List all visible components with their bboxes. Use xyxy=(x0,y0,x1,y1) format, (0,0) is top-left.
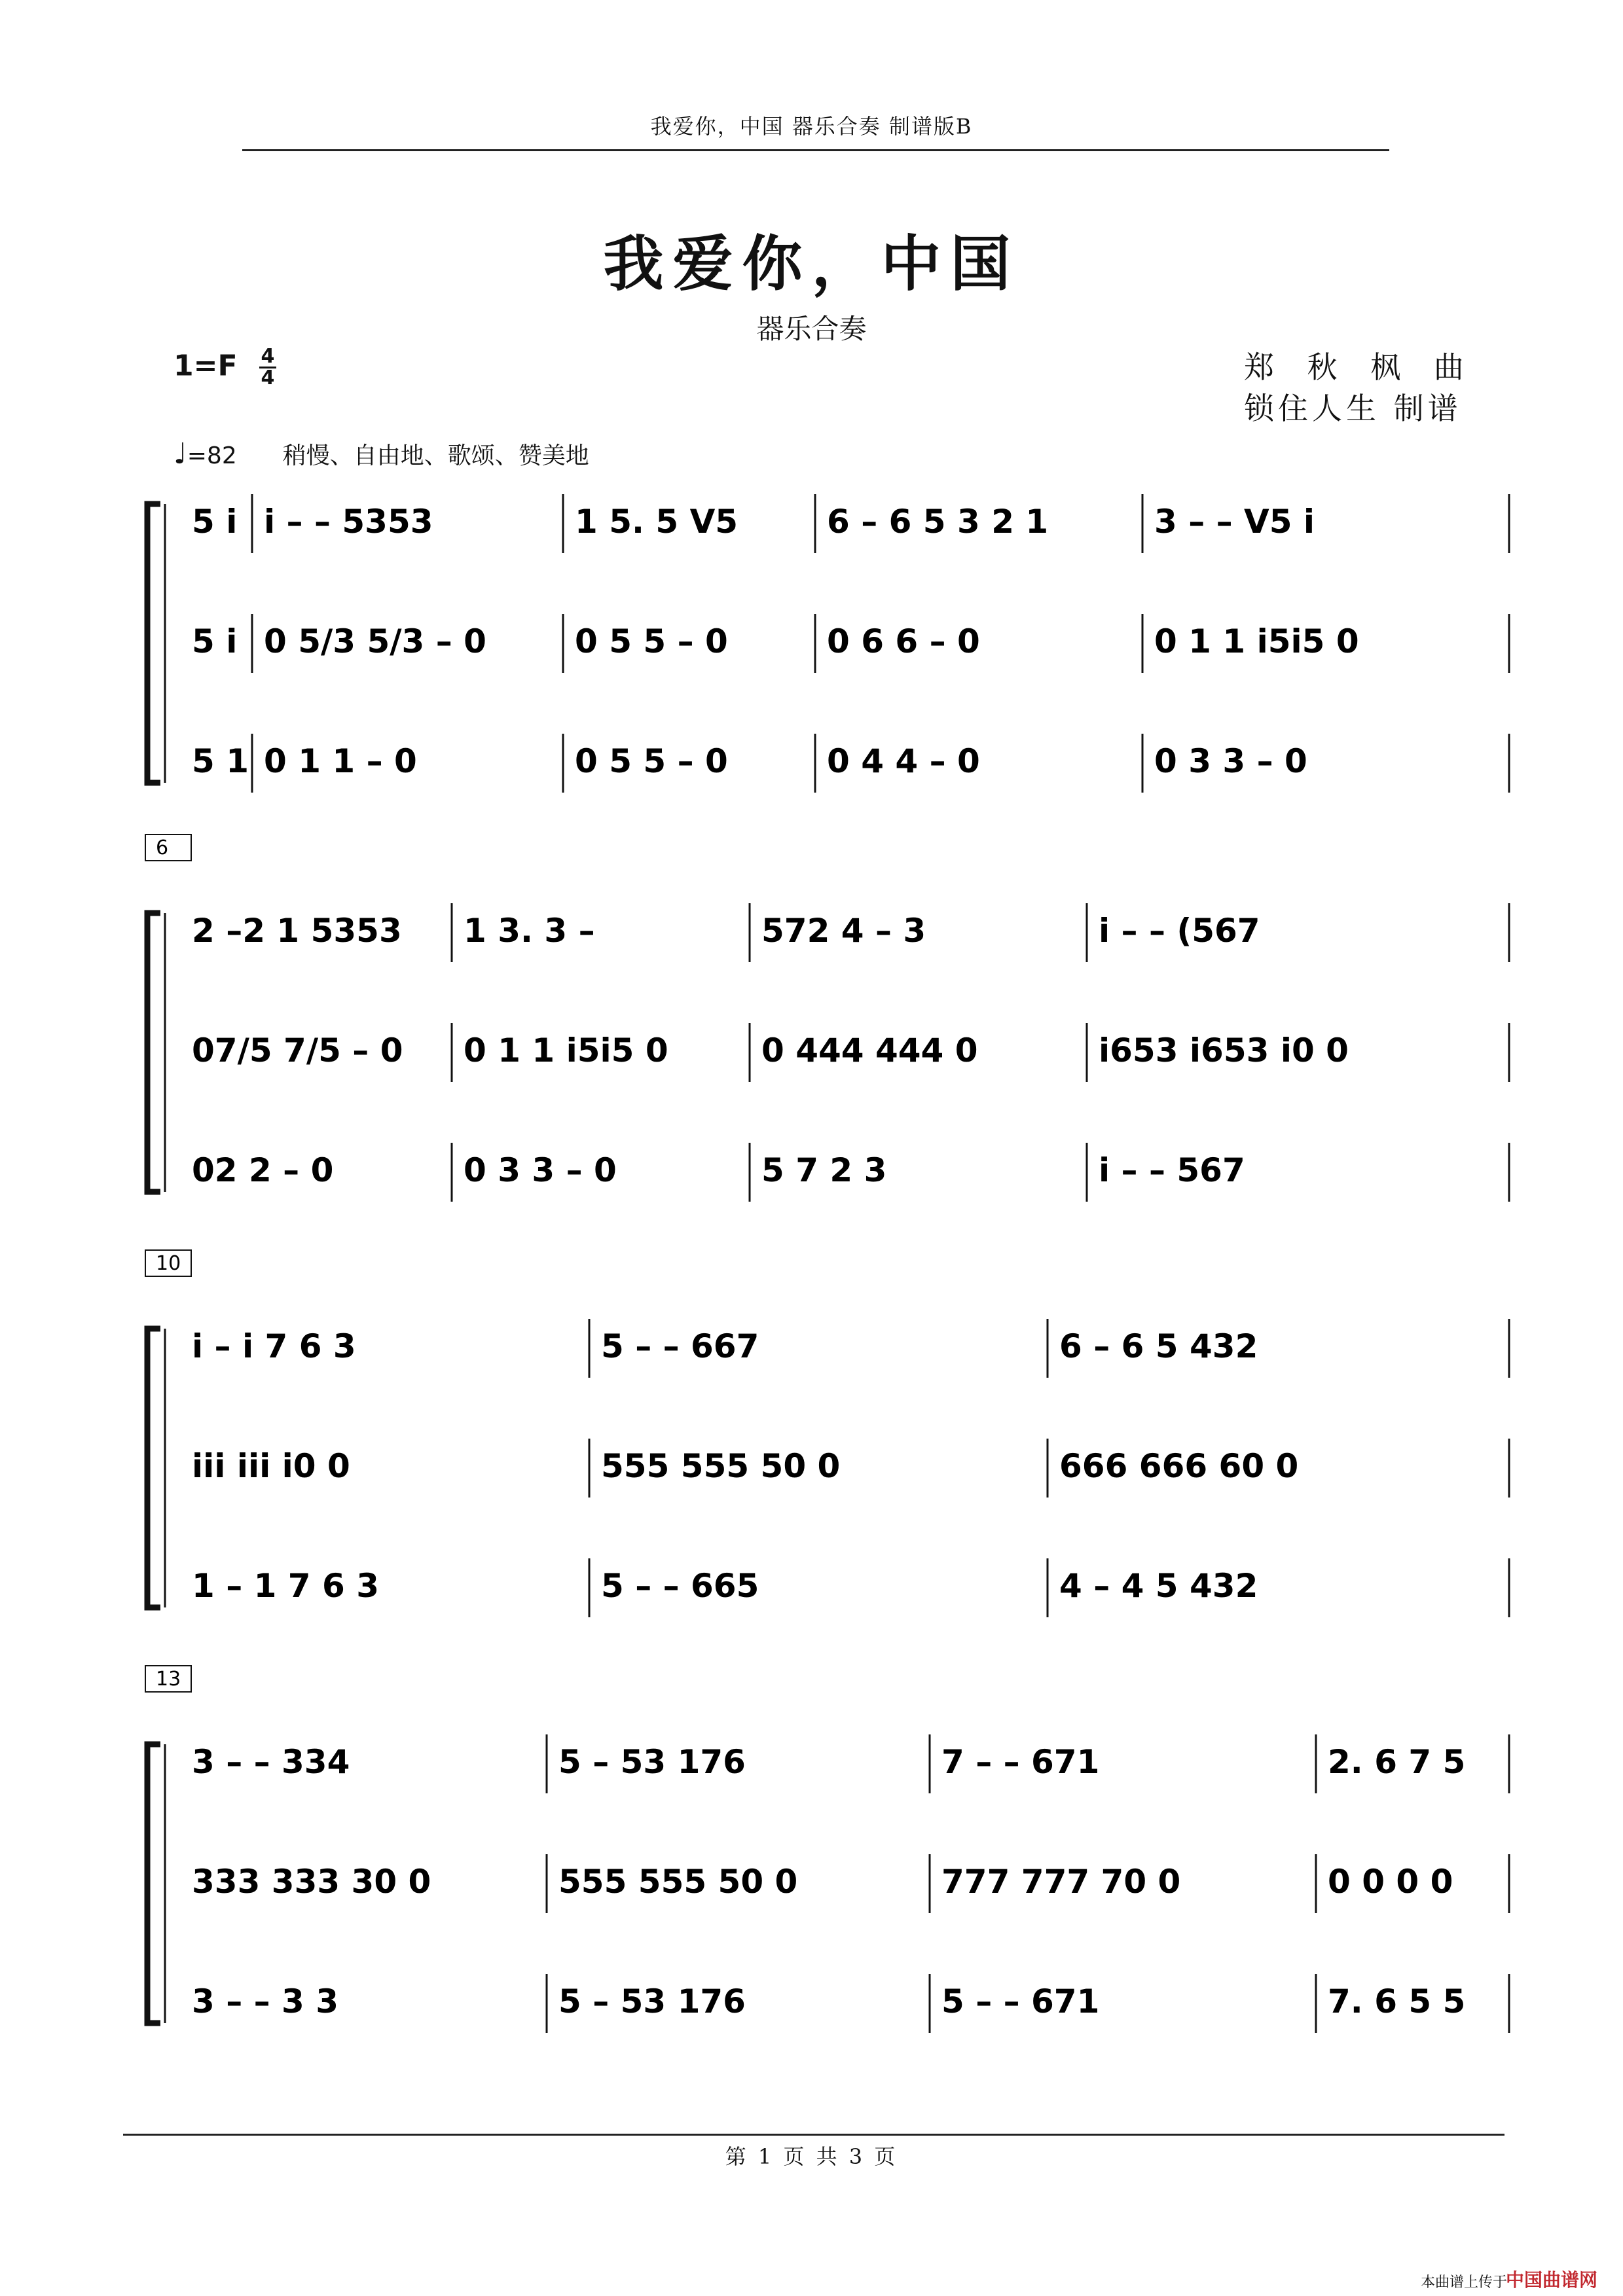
measure-notes: 666 666 60 0 xyxy=(1059,1447,1299,1485)
tempo-bpm: =82 xyxy=(187,442,237,469)
measure-number: 13 xyxy=(156,1668,181,1691)
measure-notes: iii iii i0 0 xyxy=(192,1447,350,1485)
measure-notes: 0 1 1 i5i5 0 xyxy=(464,1031,668,1069)
measure-notes: 0 4 4 – 0 xyxy=(827,742,980,780)
measure-notes: 07/5 7/5 – 0 xyxy=(192,1031,403,1069)
measure-notes: 5 – 53 176 xyxy=(558,1743,746,1781)
measure-notes: 1 3. 3 – xyxy=(464,912,595,950)
score-system xyxy=(145,1666,1509,2033)
system-bracket xyxy=(147,1744,160,2023)
measure-number: 10 xyxy=(156,1252,181,1275)
measure-notes: i – i 7 6 3 xyxy=(192,1327,356,1365)
key-label: 1=F xyxy=(173,349,238,383)
measure-notes: 0 5 5 – 0 xyxy=(575,622,728,660)
page-info: 第 1 页 共 3 页 xyxy=(725,2144,898,2169)
measure-notes: 0 6 6 – 0 xyxy=(827,622,980,660)
measure-notes: 2 –2 1 5353 xyxy=(192,912,402,950)
site-logo: 中国曲谱网 xyxy=(1506,2269,1598,2291)
measure-notes: 0 3 3 – 0 xyxy=(464,1151,617,1189)
measure-notes: 4 – 4 5 432 xyxy=(1059,1567,1258,1605)
measure-notes: 02 2 – 0 xyxy=(192,1151,334,1189)
system-bracket xyxy=(147,913,160,1192)
measure-notes: 1 – 1 7 6 3 xyxy=(192,1567,379,1605)
arranger-credit: 锁住人生 制谱 xyxy=(1244,391,1462,426)
score-system xyxy=(145,1250,1509,1617)
measure-notes: 0 5/3 5/3 – 0 xyxy=(264,622,486,660)
measure-notes: 2. 6 7 5 xyxy=(1328,1743,1466,1781)
measure-notes: 3 – – 3 3 xyxy=(192,1982,338,2020)
measure-notes: 5 – – 665 xyxy=(601,1567,759,1605)
system-bracket xyxy=(147,1329,160,1607)
measure-notes: 0 0 0 0 xyxy=(1328,1863,1453,1901)
measure-notes: 0 3 3 – 0 xyxy=(1154,742,1307,780)
measure-notes: i – – 567 xyxy=(1099,1151,1245,1189)
footer-divider xyxy=(123,2134,1504,2136)
measure-notes: 5 1 xyxy=(192,742,249,780)
score-system xyxy=(147,494,1509,793)
song-subtitle: 器乐合奏 xyxy=(756,313,867,345)
measure-notes: 3 – – 334 xyxy=(192,1743,350,1781)
measure-notes: 5 – – 667 xyxy=(601,1327,759,1365)
measure-notes: 5 – 53 176 xyxy=(558,1982,746,2020)
time-top: 4 xyxy=(261,345,275,368)
measure-notes: 555 555 50 0 xyxy=(601,1447,841,1485)
measure-notes: 3 – – V5 i xyxy=(1154,503,1315,541)
system-bracket xyxy=(147,504,160,783)
measure-number: 6 xyxy=(156,836,169,859)
measure-notes: 5 i xyxy=(192,503,238,541)
measure-notes: 0 444 444 0 xyxy=(761,1031,978,1069)
tempo-description: 稍慢、自由地、歌颂、赞美地 xyxy=(282,442,589,469)
measure-notes: 6 – 6 5 432 xyxy=(1059,1327,1258,1365)
measure-notes: 0 5 5 – 0 xyxy=(575,742,728,780)
measure-notes: 7. 6 5 5 xyxy=(1328,1982,1466,2020)
measure-notes: 7 – – 671 xyxy=(941,1743,1100,1781)
measure-notes: 0 1 1 i5i5 0 xyxy=(1154,622,1359,660)
header-title: 我爱你，中国 器乐合奏 制谱版B xyxy=(650,114,973,139)
measure-notes: i – – (567 xyxy=(1099,912,1260,950)
measure-notes: 5 – – 671 xyxy=(941,1982,1100,2020)
measure-notes: i – – 5353 xyxy=(264,503,433,541)
upload-credit: 本曲谱上传于 xyxy=(1421,2274,1508,2291)
measure-notes: 572 4 – 3 xyxy=(761,912,926,950)
measure-notes: 6 – 6 5 3 2 1 xyxy=(827,503,1049,541)
measure-notes: 333 333 30 0 xyxy=(192,1863,431,1901)
measure-notes: 0 1 1 – 0 xyxy=(264,742,417,780)
time-bottom: 4 xyxy=(261,367,275,389)
measure-notes: 5 i xyxy=(192,622,238,660)
score-system xyxy=(145,834,1509,1202)
measure-notes: i653 i653 i0 0 xyxy=(1099,1031,1349,1069)
measure-notes: 555 555 50 0 xyxy=(558,1863,798,1901)
measure-notes: 5 7 2 3 xyxy=(761,1151,887,1189)
measure-notes: 1 5. 5 V5 xyxy=(575,503,739,541)
quarter-note-icon: ♩ xyxy=(173,437,187,471)
measure-notes: 777 777 70 0 xyxy=(941,1863,1181,1901)
song-title: 我爱你，中国 xyxy=(603,228,1020,299)
composer-credit: 郑 秋 枫 曲 xyxy=(1244,350,1476,385)
